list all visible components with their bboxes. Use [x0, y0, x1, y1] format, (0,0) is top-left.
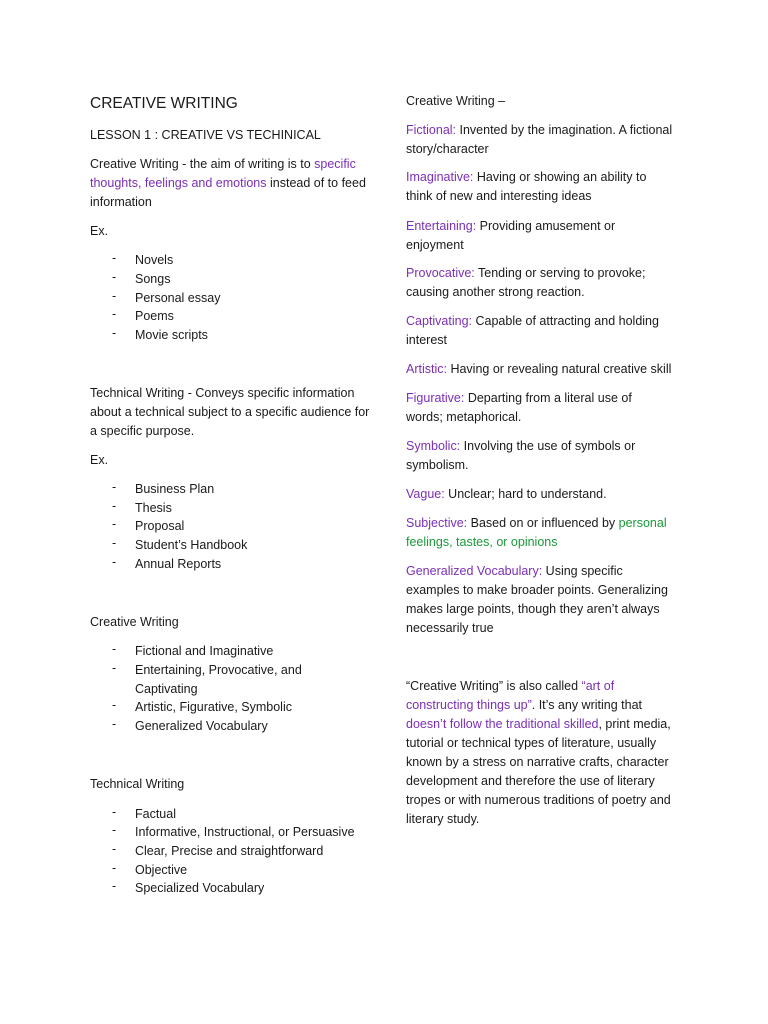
creative-traits-heading: Creative Writing	[90, 615, 179, 629]
definition-vague: Vague: Unclear; hard to understand.	[406, 487, 607, 501]
definition-figurative: Figurative: Departing from a literal use of words; metaphorical.	[406, 391, 632, 424]
technical-traits-heading: Technical Writing	[90, 777, 185, 791]
lesson-heading: LESSON 1 : CREATIVE VS TECHINICAL	[90, 128, 321, 142]
definition-artistic: Artistic: Having or revealing natural creative skill	[406, 362, 672, 376]
ex-label-2: Ex.	[90, 453, 109, 467]
creative-definition: Creative Writing - the aim of writing is to specific thoughts, feelings and emotions instead of to feed information	[90, 157, 366, 209]
definition-provocative: Provocative: Tending or serving to provoke; causing another strong reaction.	[406, 266, 646, 299]
definition-fictional: Fictional: Invented by the imagination. A fictional story/character	[406, 123, 673, 156]
technical-definition: Technical Writing - Conveys specific information about a technical subject to a specific audience for a specific purpose.	[90, 386, 370, 438]
definition-symbolic: Symbolic: Involving the use of symbols or symbolism.	[406, 439, 636, 472]
definition-imaginative: Imaginative: Having or showing an ability to think of new and interesting ideas	[406, 170, 647, 203]
definition-captivating: Captivating: Capable of attracting and holding interest	[406, 314, 659, 347]
definitions-heading: Creative Writing –	[406, 94, 506, 108]
definition-subjective: Subjective: Based on or influenced by personal feelings, tastes, or opinions	[406, 516, 667, 549]
ex-label-1: Ex.	[90, 224, 109, 238]
definition-generalized-vocabulary: Generalized Vocabulary: Using specific examples to make broader points. Generalizing makes large points, though they aren’t always necessarily true	[406, 564, 668, 635]
definition-entertaining: Entertaining: Providing amusement or enjoyment	[406, 219, 616, 252]
closing-paragraph: “Creative Writing” is also called “art of constructing things up”. It’s any writing that doesn’t follow the traditional skilled, print media, tutorial or technical types of literature, usually known by a stress on narrative crafts, character development and therefore the use of literary tropes or with numerous traditions of poetry and literary study.	[406, 679, 671, 826]
page-title: CREATIVE WRITING	[90, 95, 238, 112]
